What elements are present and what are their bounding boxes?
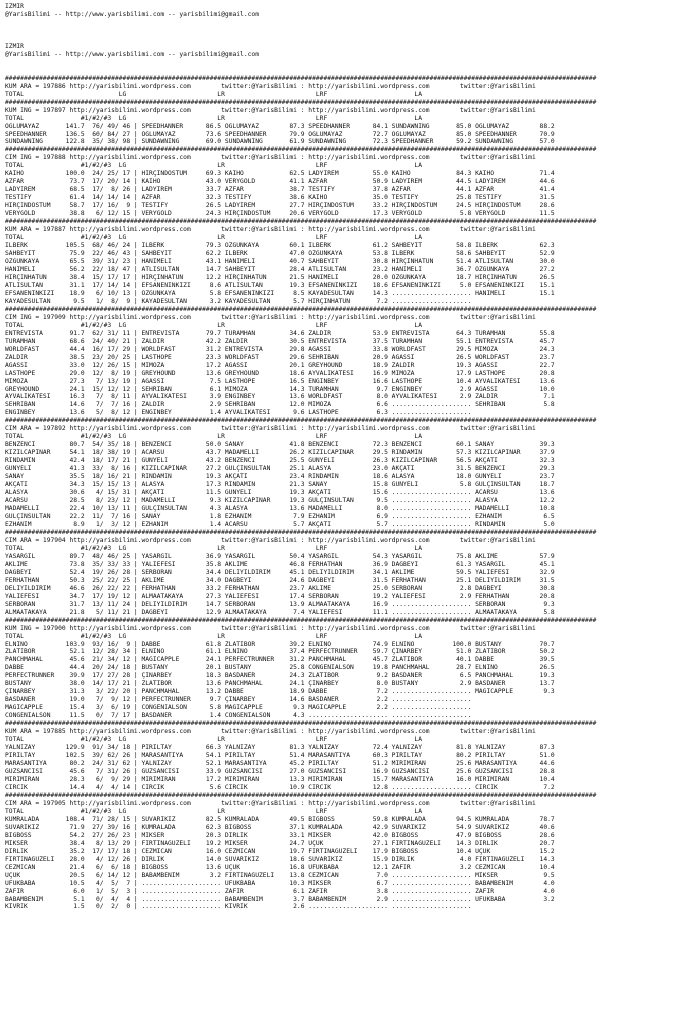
report-line: CIM ARA = 197892 http://yarisbilimi.wordpress.com twitter:@YarisBilimi : http://yarisbilimi.wordpress.com twitter:@YarisBilimi: [5, 425, 536, 433]
report-line: HIRÇINHATUN 38.4 15/ 17/ 17 | HIRÇINHATUN 12.2 HIRÇINHATUN 21.5 HANIMELI 20.0 ÖZGÜNKAYA 18.7 HIRÇINHATUN 26.5: [5, 273, 555, 281]
report-line: MADAMELLI 22.4 10/ 13/ 11 | GÜLÇINSULTAN 4.3 ALASYA 13.6 MADAMELLI 8.0 ..................... MADAMELLI 10.8: [5, 505, 555, 513]
report-line: MIKSER 38.4 8/ 13/ 29 | FIRTINAGÜZELI 19.2 MIKSER 24.7 UÇUK 27.1 FIRTINAGÜZELI 14.3 DIRLIK 20.7: [5, 839, 555, 847]
report-line: ZLATIBOR 52.1 12/ 28/ 34 | ELNINO 61.1 ELNINO 37.4 PERFECTRUNNER 59.7 ÇINARBEY 51.0 ZLATIBOR 50.2: [5, 648, 555, 656]
report-line: OGLUMAYAZ 141.7 76/ 49/ 46 | SPEEDHANNER 86.5 OGLUMAYAZ 87.3 SPEEDHANNER 84.1 SUNDAWNING 85.0 OGLUMAYAZ 88.2: [5, 122, 555, 130]
separator-line: ############################################################################################################################################################: [5, 146, 597, 154]
report-line: CIM ING = 197888 http://yarisbilimi.wordpress.com twitter:@YarisBilimi : http://yarisbilimi.wordpress.com twitter:@YarisBilimi: [5, 154, 536, 162]
report-line: KUM ARA = 197886 http://yarisbilimi.wordpress.com twitter:@YarisBilimi : http://yarisbilimi.wordpress.com twitter:@YarisBilimi: [5, 82, 536, 90]
report-line: ZALDIR 38.5 23/ 20/ 25 | LASTHOPE 23.3 WORLDFAST 29.6 SEHRIBAN 20.9 AGASSI 26.5 WORLDFAST 23.7: [5, 353, 555, 361]
report-line: TOTAL #1/#2/#3 LG LR LRF LA: [5, 162, 423, 170]
report-line: @YarisBilimi -- http://www.yarisbilimi.com -- yarisbilimi@gmail.com: [5, 10, 260, 18]
report-line: CIM ING = 197909 http://yarisbilimi.wordpress.com twitter:@YarisBilimi : http://yarisbilimi.wordpress.com twitter:@YarisBilimi: [5, 313, 536, 321]
report-line: [5, 27, 691, 35]
report-line: DABBE 44.4 20/ 24/ 18 | BUSTANY 20.1 BUSTANY 25.8 CONGENIALSON 19.8 PANCHMAHAL 28.7 ELNINO 26.5: [5, 664, 555, 672]
report-line: TOTAL #1/#2/#3 LG LR LRF LA: [5, 807, 423, 815]
report-line: KUMRALADA 108.4 71/ 28/ 15 | SÜVARIKIZ 82.5 KUMRALADA 49.5 BIGBOSS 59.8 KUMRALADA 94.5 KUMRALADA 78.7: [5, 815, 555, 823]
separator-line: ############################################################################################################################################################: [5, 616, 597, 624]
report-line: SUNDAWNING 122.8 35/ 38/ 98 | SUNDAWNING 69.0 SUNDAWNING 61.9 SUNDAWNING 72.3 SPEEDHANNER 59.2 SUNDAWNING 57.0: [5, 138, 555, 146]
report-line: VERYGOLD 38.8 6/ 12/ 15 | VERYGOLD 24.3 HIRÇINDOSTUM 20.6 VERYGOLD 17.3 VERYGOLD 5.8 VERYGOLD 11.5: [5, 210, 555, 218]
race-report-text: [5, 3, 691, 911]
report-line: ENGINBEY 13.6 5/ 8/ 12 | ENGINBEY 1.4 AYVALIKATESI 9.6 LASTHOPE 6.3 .....................: [5, 409, 472, 417]
report-line: MIMOZA 27.3 7/ 13/ 19 | AGASSI 7.5 LASTHOPE 16.5 ENGINBEY 16.6 LASTHOPE 10.4 AYVALIKATESI 13.6: [5, 377, 555, 385]
report-line: MARASANTIYA 80.2 24/ 31/ 62 | YALNIZAY 52.1 MARASANTIYA 45.2 PIRILTAY 51.2 MIRIMIRAN 25.6 MARASANTIYA 44.6: [5, 760, 555, 768]
report-line: BUSTANY 38.0 14/ 17/ 21 | ZLATIBOR 13.6 PANCHMAHAL 24.1 ÇINARBEY 8.0 BUSTANY 2.9 BASDANER 13.7: [5, 680, 555, 688]
report-line: SERBORAN 31.7 13/ 11/ 24 | DELIYILDIRIM 14.7 SERBORAN 13.9 ALMAATAKAYA 16.9 ..................... SERBORAN 9.3: [5, 600, 555, 608]
report-line: WORLDFAST 44.4 16/ 17/ 29 | WORLDFAST 31.2 ENTREVISTA 29.8 AGASSI 33.8 WORLDFAST 29.5 MIMOZA 24.3: [5, 345, 555, 353]
report-line: SÜVARIKIZ 71.9 27/ 39/ 16 | KUMRALADA 62.3 BIGBOSS 37.1 KUMRALADA 42.9 SÜVARIKIZ 54.9 SÜVARIKIZ 40.6: [5, 823, 555, 831]
separator-line: ############################################################################################################################################################: [5, 791, 597, 799]
report-line: PANCHMAHAL 45.6 21/ 34/ 12 | MAGICAPPLE 24.1 PERFECTRUNNER 31.2 PANCHMAHAL 45.7 ZLATIBOR 40.1 DABBE 39.5: [5, 656, 555, 664]
report-line: ILBERK 105.5 68/ 46/ 24 | ILBERK 79.3 ÖZGÜNKAYA 60.1 ILBERK 61.2 SAHBEYIT 58.8 ILBERK 62.3: [5, 242, 555, 250]
report-line: @YarisBilimi -- http://www.yarisbilimi.com -- yarisbilimi@gmail.com: [5, 50, 260, 58]
separator-line: ############################################################################################################################################################: [5, 98, 597, 106]
report-line: PIRILTAY 102.5 39/ 62/ 26 | MARASANTIYA 54.1 PIRILTAY 51.4 MARASANTIYA 60.3 PIRILTAY 80.2 PIRILTAY 51.0: [5, 752, 555, 760]
separator-line: ############################################################################################################################################################: [5, 305, 597, 313]
report-line: GÜLÇINSULTAN 22.2 11/ 7/ 16 | SANAY 1.8 EZHANIM 7.9 EZHANIM 6.9 ..................... EZHANIM 6.5: [5, 513, 555, 520]
report-line: TOTAL #1/#2/#3 LG LR LRF LA: [5, 321, 423, 329]
report-line: BIGBOSS 54.2 27/ 26/ 23 | MIKSER 20.3 DIRLIK 33.1 MIKSER 42.0 BIGBOSS 47.9 BIGBOSS 28.6: [5, 831, 555, 839]
report-line: CEZMICAN 21.4 6/ 6/ 18 | BIGBOSS 13.6 UÇUK 16.8 UFUKBABA 12.1 ZAFIR 3.2 CEZMICAN 10.4: [5, 863, 555, 871]
report-line: KAYADESULTAN 9.5 1/ 8/ 9 | KAYADESULTAN 3.2 KAYADESULTAN 5.7 HIRÇINHATUN 7.2 .....................: [5, 297, 472, 305]
separator-line: ############################################################################################################################################################: [5, 720, 597, 728]
report-line: KUM ARA = 197885 http://yarisbilimi.wordpress.com twitter:@YarisBilimi : http://yarisbilimi.wordpress.com twitter:@YarisBilimi: [5, 728, 536, 736]
report-line: ZAFIR 6.0 1/ 5/ 3 | ..................... ZAFIR 6.1 ZAFIR 3.8 ..................... ZAFIR 4.0: [5, 887, 555, 895]
report-line: CIM ARA = 197904 http://yarisbilimi.wordpress.com twitter:@YarisBilimi : http://yarisbilimi.wordpress.com twitter:@YarisBilimi: [5, 536, 536, 544]
report-line: DELIYILDIRIM 46.6 26/ 22/ 22 | FERHATHAN 33.2 FERHATHAN 23.7 AKLIME 25.0 SERBORAN 2.8 DAGBEYI 30.8: [5, 584, 555, 592]
report-line: KUM ARA = 197887 http://yarisbilimi.wordpress.com twitter:@YarisBilimi : http://yarisbilimi.wordpress.com twitter:@YarisBilimi: [5, 226, 536, 234]
report-line: UÇUK 20.5 6/ 14/ 12 | BABAMBENIM 3.2 FIRTINAGÜZELI 13.8 CEZMICAN 7.0 ..................... MIKSER 9.5: [5, 871, 555, 879]
report-line: ATLISULTAN 31.1 17/ 14/ 14 | EFSANENINKIZI 8.6 ATLISULTAN 19.3 EFSANENINKIZI 18.6 EFSANENINKIZI 5.0 EFSANENINKIZI 15.1: [5, 281, 555, 289]
report-line: TESTIFY 61.4 14/ 14/ 14 | AZFAR 32.3 TESTIFY 38.6 KAIHO 35.0 TESTIFY 25.8 TESTIFY 31.5: [5, 194, 555, 202]
report-line: FERHATHAN 50.3 25/ 22/ 25 | AKLIME 34.0 DAGBEYI 24.6 DAGBEYI 31.5 FERHATHAN 25.1 DELIYILDIRIM 31.5: [5, 576, 555, 584]
report-line: HANIMELI 56.2 22/ 18/ 47 | ATLISULTAN 14.7 SAHBEYIT 28.4 ATLISULTAN 23.2 HANIMELI 36.7 ÖZGÜNKAYA 27.2: [5, 265, 555, 273]
report-line: ALMAATAKAYA 21.8 5/ 11/ 21 | DAGBEYI 12.9 ALMAATAKAYA 7.4 YALIEFESI 11.1 ..................... ALMAATAKAYA 5.8: [5, 608, 555, 616]
report-line: [5, 35, 691, 43]
report-line: SAHBEYIT 75.9 22/ 46/ 43 | SAHBEYIT 62.2 ILBERK 47.0 ÖZGÜNKAYA 53.8 ILBERK 58.6 SAHBEYIT 52.9: [5, 250, 555, 258]
report-line: CONGENIALSON 11.5 0/ 7/ 17 | BASDANER 1.4 CONGENIALSON 4.3 ..................... .....................: [5, 712, 472, 720]
report-line: MIRIMIRAN 28.3 6/ 9/ 29 | MIRIMIRAN 17.2 MIRIMIRAN 13.3 MIRIMIRAN 15.7 MARASANTIYA 16.0 MIRIMIRAN 10.4: [5, 775, 555, 783]
report-line: EFSANENINKIZI 18.9 6/ 10/ 13 | ÖZGÜNKAYA 5.8 EFSANENINKIZI 8.5 KAYADESULTAN 14.3 ..................... HANIMELI 15.1: [5, 289, 555, 297]
report-line: AGASSI 33.0 12/ 26/ 15 | MIMOZA 17.2 AGASSI 20.1 GREYHOUND 18.9 ZALDIR 19.3 AGASSI 22.7: [5, 361, 555, 369]
report-line: ACARSU 28.5 8/ 23/ 12 | MADAMELLI 9.3 KIZILCAPINAR 19.3 GÜLÇINSULTAN 9.5 ..................... ALASYA 12.2: [5, 497, 555, 505]
report-line: LASTHOPE 29.0 12/ 8/ 19 | GREYHOUND 13.6 GREYHOUND 18.6 AYVALIKATESI 16.9 MIMOZA 17.9 LASTHOPE 20.8: [5, 369, 555, 377]
report-line: [5, 67, 691, 75]
report-line: TOTAL LG LR LRF LA: [5, 90, 423, 98]
report-line: [5, 19, 691, 27]
report-line: ALASYA 30.6 4/ 15/ 31 | AKÇATI 11.5 GÜNYELI 19.3 AKÇATI 15.6 ..................... ACARSU 13.6: [5, 489, 555, 497]
report-line: IZMIR: [5, 3, 24, 10]
report-line: RINDAMIN 42.4 18/ 17/ 21 | GÜNYELI 43.2 BENZENCI 25.5 GÜNYELI 26.3 KIZILCAPINAR 56.5 AKÇATI 32.3: [5, 457, 555, 465]
report-line: IZMIR: [5, 42, 24, 50]
report-line: KUM ING = 197897 http://yarisbilimi.wordpress.com twitter:@YarisBilimi : http://yarisbilimi.wordpress.com twitter:@YarisBilimi: [5, 106, 536, 114]
report-line: ÇINARBEY 31.3 3/ 22/ 20 | PANCHMAHAL 13.2 DABBE 18.9 DABBE 7.2 ..................... MAGICAPPLE 9.3: [5, 688, 555, 696]
report-line: AYVALIKATESI 16.3 7/ 8/ 11 | AYVALIKATESI 3.9 ENGINBEY 13.6 WORLDFAST 8.0 AYVALIKATESI 2.9 ZALDIR 7.1: [5, 393, 555, 401]
separator-line: ############################################################################################################################################################: [5, 218, 597, 226]
report-line: GÜZSANCISI 45.6 7/ 31/ 26 | GÜZSANCISI 33.9 GÜZSANCISI 27.0 GÜZSANCISI 16.9 GÜZSANCISI 25.6 GÜZSANCISI 28.8: [5, 768, 555, 775]
report-line: AZFAR 73.7 17/ 20/ 14 | KAIHO 43.0 VERYGOLD 41.1 AZFAR 50.9 LADYIREM 44.5 LADYIREM 44.6: [5, 178, 555, 186]
report-line: TOTAL #1/#2/#3 LG LR LRF LA: [5, 433, 423, 441]
report-line: TOTAL #1/#2/#3 LG LR LRF LA: [5, 544, 423, 552]
report-line: ELNINO 103.9 93/ 16/ 9 | DABBE 61.8 ZLATIBOR 39.2 ELNINO 74.9 ELNINO 100.0 BUSTANY 70.7: [5, 640, 555, 648]
report-line: SANAY 35.5 18/ 16/ 21 | RINDAMIN 19.3 AKÇATI 23.4 RINDAMIN 18.6 ALASYA 18.0 GÜNYELI 23.7: [5, 473, 555, 481]
report-line: KAIHO 100.0 24/ 25/ 17 | HIRÇINDOSTUM 69.3 KAIHO 62.5 LADYIREM 55.0 KAIHO 84.3 KAIHO 71.4: [5, 170, 555, 178]
report-line: GÜNYELI 41.3 33/ 8/ 16 | KIZILCAPINAR 27.2 GÜLÇINSULTAN 25.1 ALASYA 23.0 AKÇATI 31.5 BENZENCI 29.3: [5, 465, 555, 473]
report-line: CIM ARA = 197905 http://yarisbilimi.wordpress.com twitter:@YarisBilimi : http://yarisbilimi.wordpress.com twitter:@YarisBilimi: [5, 799, 536, 807]
report-line: ÖZGÜNKAYA 65.5 39/ 31/ 23 | HANIMELI 43.1 HANIMELI 40.7 SAHBEYIT 30.8 HIRÇINHATUN 51.4 ATLISULTAN 30.0: [5, 258, 555, 265]
report-line: HIRÇINDOSTUM 58.7 17/ 16/ 9 | TESTIFY 26.5 LADYIREM 27.7 HIRÇINDOSTUM 33.2 HIRÇINDOSTUM 24.5 HIRÇINDOSTUM 28.6: [5, 202, 555, 210]
report-line: CIRCIK 14.4 4/ 4/ 14 | CIRCIK 5.6 CIRCIK 10.9 CIRCIK 12.8 ..................... CIRCIK 7.2: [5, 783, 555, 791]
report-line: UFUKBABA 10.5 4/ 5/ 7 | ..................... UFUKBABA 10.3 MIKSER 6.7 ..................... BABAMBENIM 4.0: [5, 879, 555, 887]
separator-line: ############################################################################################################################################################: [5, 74, 597, 82]
report-line: KUM ING = 197900 http://yarisbilimi.wordpress.com twitter:@YarisBilimi : http://yarisbilimi.wordpress.com twitter:@YarisBilimi: [5, 624, 536, 632]
report-line: GREYHOUND 24.1 15/ 12/ 12 | SEHRIBAN 6.1 MIMOZA 14.3 TURAMHAN 9.7 ENGINBEY 2.9 AGASSI 10.0: [5, 385, 555, 393]
report-line: TOTAL #1/#2/#3 LG LR LRF LA: [5, 114, 423, 122]
report-line: LADYIREM 68.5 17/ 8/ 26 | LADYIREM 33.7 AZFAR 38.7 TESTIFY 37.8 AZFAR 44.1 AZFAR 41.4: [5, 186, 555, 194]
report-line: EZHANIM 8.9 1/ 3/ 12 | EZHANIM 1.4 ACARSU 5.7 AKÇATI 5.7 ..................... RINDAMIN 5.0: [5, 520, 555, 528]
report-line: TOTAL #1/#2/#3 LG LR LRF LA: [5, 736, 423, 744]
report-line: YALIEFESI 34.7 17/ 19/ 12 | ALMAATAKAYA 27.3 YALIEFESI 17.4 SERBORAN 19.2 YALIEFESI 2.9 FERHATHAN 20.8: [5, 592, 555, 600]
report-line: FIRTINAGÜZELI 28.0 4/ 12/ 26 | DIRLIK 14.0 SÜVARIKIZ 18.6 SÜVARIKIZ 15.9 DIRLIK 4.0 FIRTINAGÜZELI 14.3: [5, 855, 555, 863]
report-line: SPEEDHANNER 136.5 60/ 84/ 27 | OGLUMAYAZ 73.6 SPEEDHANNER 79.9 OGLUMAYAZ 72.7 OGLUMAYAZ 85.0 SPEEDHANNER 70.9: [5, 130, 555, 138]
report-line: TOTAL #1/#2/#3 LG LR LRF LA: [5, 632, 423, 640]
report-line: ENTREVISTA 91.7 62/ 31/ 11 | ENTREVISTA 79.7 TURAMHAN 34.6 ZALDIR 53.9 ENTREVISTA 64.3 TURAMHAN 55.8: [5, 329, 555, 337]
report-line: YALNIZAY 129.9 91/ 34/ 18 | PIRILTAY 66.3 YALNIZAY 81.3 YALNIZAY 72.4 YALNIZAY 81.8 YALNIZAY 87.3: [5, 744, 555, 752]
report-line: BENZENCI 80.7 54/ 35/ 18 | BENZENCI 50.0 SANAY 41.8 BENZENCI 72.3 BENZENCI 60.1 SANAY 39.3: [5, 441, 555, 449]
separator-line: ############################################################################################################################################################: [5, 528, 597, 536]
report-line: MAGICAPPLE 15.4 3/ 6/ 19 | CONGENIALSON 5.8 MAGICAPPLE 9.3 MAGICAPPLE 2.2 .....................: [5, 704, 472, 712]
report-line: [5, 59, 691, 67]
report-line: KIVRIK 1.5 0/ 2/ 0 | ..................... KIVRIK 2.6 ..................... .....................: [5, 903, 472, 911]
report-line: DIRLIK 35.2 17/ 17/ 18 | CEZMICAN 16.0 CEZMICAN 19.7 FIRTINAGÜZELI 17.9 BIGBOSS 10.4 UÇUK 15.2: [5, 847, 555, 855]
report-line: DAGBEYI 52.4 19/ 26/ 28 | SERBORAN 34.4 DELIYILDIRIM 45.1 DELIYILDIRIM 34.1 AKLIME 59.5 YALIEFESI 32.9: [5, 568, 555, 576]
separator-line: ############################################################################################################################################################: [5, 417, 597, 425]
report-line: PERFECTRUNNER 39.9 17/ 27/ 28 | ÇINARBEY 18.3 BASDANER 24.3 ZLATIBOR 9.2 BASDANER 6.5 PANCHMAHAL 19.3: [5, 672, 555, 680]
report-line: TOTAL #1/#2/#3 LG LR LRF LA: [5, 234, 423, 242]
report-line: AKÇATI 34.3 15/ 15/ 13 | ALASYA 17.3 RINDAMIN 21.3 SANAY 15.8 GÜNYELI 5.8 GÜLÇINSULTAN 18.7: [5, 481, 555, 489]
report-line: BABAMBENIM 5.1 0/ 4/ 4 | ..................... BABAMBENIM 3.7 BABAMBENIM 2.9 ..................... UFUKBABA 3.2: [5, 895, 555, 903]
report-line: KIZILCAPINAR 54.1 18/ 38/ 19 | ACARSU 43.7 MADAMELLI 26.2 KIZILCAPINAR 29.5 RINDAMIN 57.3 KIZILCAPINAR 37.9: [5, 449, 555, 457]
report-line: YASARGIL 89.7 48/ 46/ 25 | YASARGIL 36.9 YASARGIL 50.4 YASARGIL 54.3 YASARGIL 75.8 AKLIME 57.9: [5, 552, 555, 560]
report-line: BASDANER 19.0 7/ 9/ 12 | PERFECTRUNNER 9.7 ÇINARBEY 14.6 BASDANER 2.2 .....................: [5, 696, 472, 704]
report-line: TURAMHAN 68.6 24/ 40/ 21 | ZALDIR 42.2 ZALDIR 30.5 ENTREVISTA 37.5 TURAMHAN 55.1 ENTREVISTA 45.7: [5, 337, 555, 345]
report-line: SEHRIBAN 14.6 7/ 7/ 16 | ZALDIR 2.9 SEHRIBAN 12.0 MIMOZA 6.6 ..................... SEHRIBAN 5.8: [5, 401, 555, 409]
report-line: AKLIME 73.8 35/ 33/ 33 | YALIEFESI 35.8 AKLIME 46.8 FERHATHAN 36.9 DAGBEYI 61.3 YASARGIL 45.1: [5, 560, 555, 568]
